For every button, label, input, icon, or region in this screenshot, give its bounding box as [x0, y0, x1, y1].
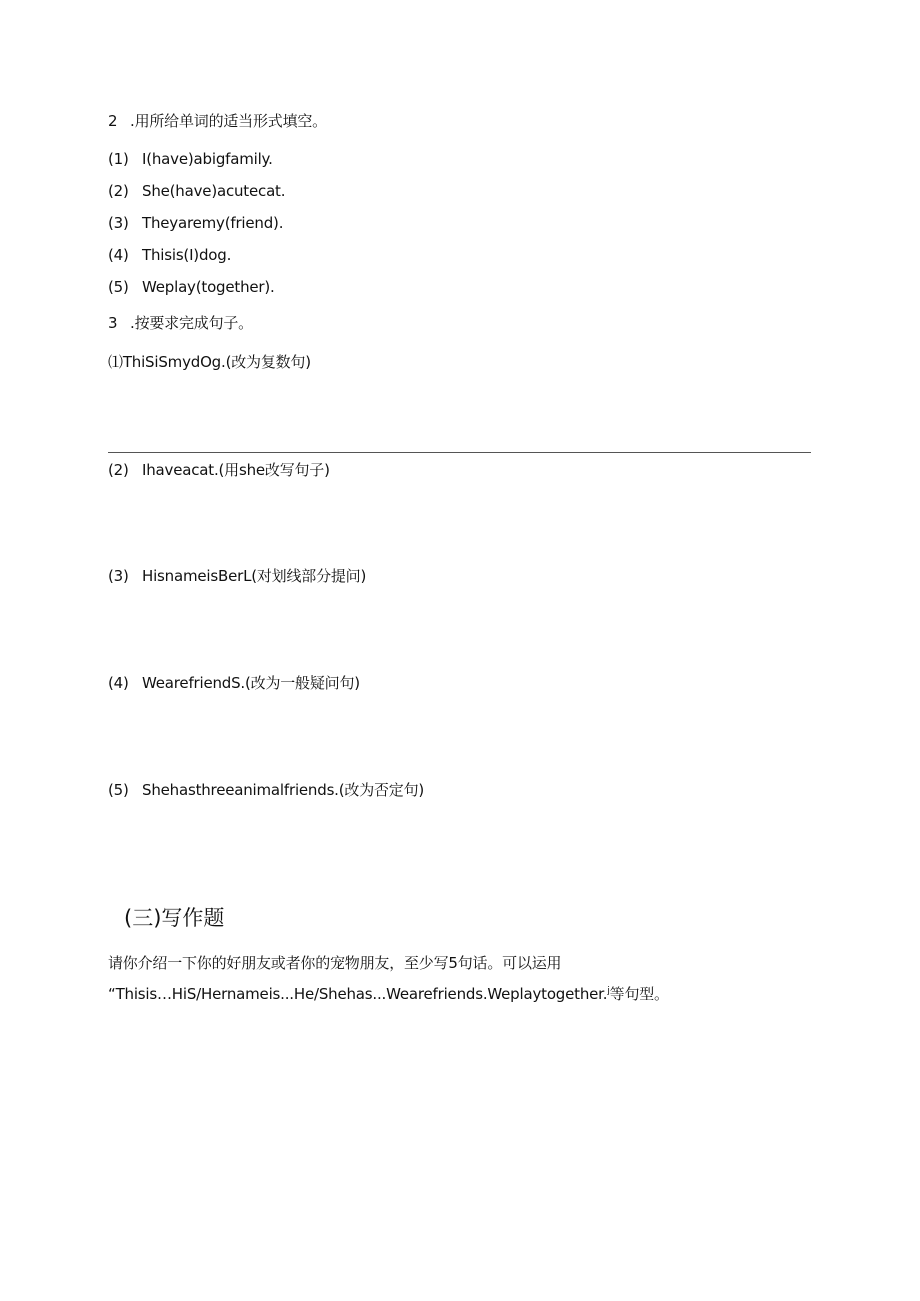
- rewrite-item-text: Ihaveacat.(用she改写句子): [142, 461, 330, 479]
- section-2-number: 2: [108, 112, 118, 130]
- fill-item-number: (4): [108, 246, 129, 264]
- fill-item-text: Thisis(I)dog.: [142, 246, 232, 264]
- rewrite-item-text: WearefriendS.(改为一般疑问句): [142, 674, 360, 692]
- rewrite-item-text: ThiSiSmydOg.(改为复数句): [122, 353, 311, 371]
- rewrite-item-1: [108, 352, 311, 372]
- writing-instruction-line-2: [108, 981, 669, 1004]
- rewrite-item-text: HisnameisBerL(对划线部分提问): [142, 567, 367, 585]
- fill-item-number: (5): [108, 278, 129, 296]
- writing-instruction-line-1: 请你介绍一下你的好朋友或者你的宠物朋友，至少写5句话。可以运用: [108, 954, 562, 972]
- rewrite-item-3: [108, 566, 366, 586]
- section-3-title: .按要求完成句子。: [130, 314, 253, 332]
- answer-line: [108, 452, 811, 453]
- section-2-heading: [108, 111, 327, 131]
- rewrite-item-number: (4): [108, 674, 129, 692]
- rewrite-item-text: Shehasthreeanimalfriends.(改为否定句): [142, 781, 425, 799]
- rewrite-item-5: [108, 780, 424, 800]
- writing-instruction-end: 等句型。: [609, 985, 669, 1003]
- rewrite-item-4: [108, 673, 360, 693]
- section-3-number: 3: [108, 314, 118, 332]
- fill-item-4: [108, 245, 231, 265]
- fill-item-1: [108, 149, 273, 169]
- fill-item-text: She(have)acutecat.: [142, 182, 286, 200]
- writing-example-sentences: “Thisis…HiS/Hernameis...He/Shehas...Wearefriends.Weplaytogether.: [108, 985, 608, 1003]
- rewrite-item-number: (3): [108, 567, 129, 585]
- writing-section-title: (三)写作题: [124, 906, 225, 930]
- fill-item-5: [108, 277, 275, 297]
- fill-item-text: I(have)abigfamily.: [142, 150, 273, 168]
- rewrite-item-2: [108, 460, 330, 480]
- fill-item-number: (2): [108, 182, 129, 200]
- fill-item-number: (3): [108, 214, 129, 232]
- section-2-title: .用所给单词的适当形式填空。: [130, 112, 327, 130]
- section-3-heading: [108, 313, 253, 333]
- fill-item-text: Theyaremy(friend).: [142, 214, 284, 232]
- fill-item-3: [108, 213, 283, 233]
- rewrite-item-number: ⑴: [108, 353, 123, 371]
- stray-mark: j: [607, 986, 610, 996]
- fill-item-number: (1): [108, 150, 129, 168]
- fill-item-2: [108, 181, 285, 201]
- rewrite-item-number: (5): [108, 781, 129, 799]
- rewrite-item-number: (2): [108, 461, 129, 479]
- fill-item-text: Weplay(together).: [142, 278, 275, 296]
